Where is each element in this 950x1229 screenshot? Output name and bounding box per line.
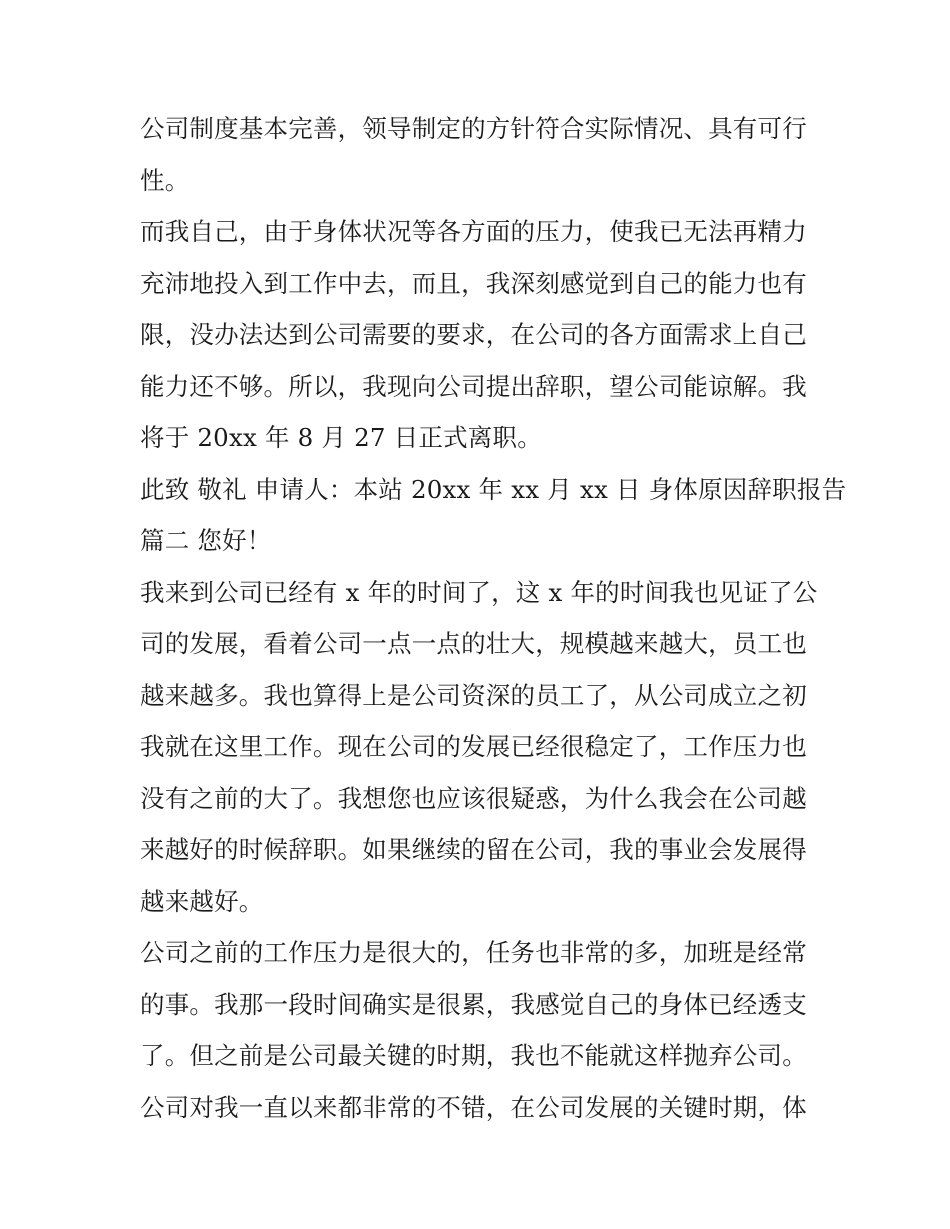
- text-line: 没有之前的大了。我想您也应该很疑惑，为什么我会在公司越: [140, 783, 807, 813]
- text-line: 性。: [140, 165, 190, 195]
- text-line: 的事。我那一段时间确实是很累，我感觉自己的身体已经透支: [140, 989, 807, 1019]
- text-line: 此致 敬礼 申请人：本站 20xx 年 xx 月 xx 日 身体原因辞职报告: [140, 474, 847, 504]
- text-line: 充沛地投入到工作中去，而且，我深刻感觉到自己的能力也有: [140, 268, 807, 298]
- text-line: 我来到公司已经有 x 年的时间了，这 x 年的时间我也见证了公: [140, 577, 818, 607]
- text-line: 越来越好。: [140, 886, 264, 916]
- text-line: 公司对我一直以来都非常的不错，在公司发展的关键时期，体: [140, 1092, 807, 1122]
- text-line: 司的发展，看着公司一点一点的壮大，规模越来越大，员工也: [140, 629, 807, 658]
- text-line: 将于 20xx 年 8 月 27 日正式离职。: [140, 423, 542, 452]
- text-line: 能力还不够。所以，我现向公司提出辞职，望公司能谅解。我: [140, 371, 807, 401]
- text-line: 来越好的时候辞职。如果继续的留在公司，我的事业会发展得: [140, 835, 807, 864]
- text-line: 了。但之前是公司最关键的时期，我也不能就这样抛弃公司。: [140, 1041, 807, 1070]
- text-line: 限，没办法达到公司需要的要求，在公司的各方面需求上自己: [140, 320, 807, 349]
- text-line: 而我自己，由于身体状况等各方面的压力，使我已无法再精力: [140, 217, 807, 246]
- text-line: 篇二 您好！: [140, 526, 272, 555]
- text-line: 越来越多。我也算得上是公司资深的员工了，从公司成立之初: [140, 680, 807, 710]
- text-line: 公司制度基本完善，领导制定的方针符合实际情况、具有可行: [140, 114, 807, 143]
- text-line: 公司之前的工作压力是很大的，任务也非常的多，加班是经常: [140, 938, 807, 967]
- text-line: 我就在这里工作。现在公司的发展已经很稳定了，工作压力也: [140, 732, 807, 761]
- document-body: [140, 103, 847, 1133]
